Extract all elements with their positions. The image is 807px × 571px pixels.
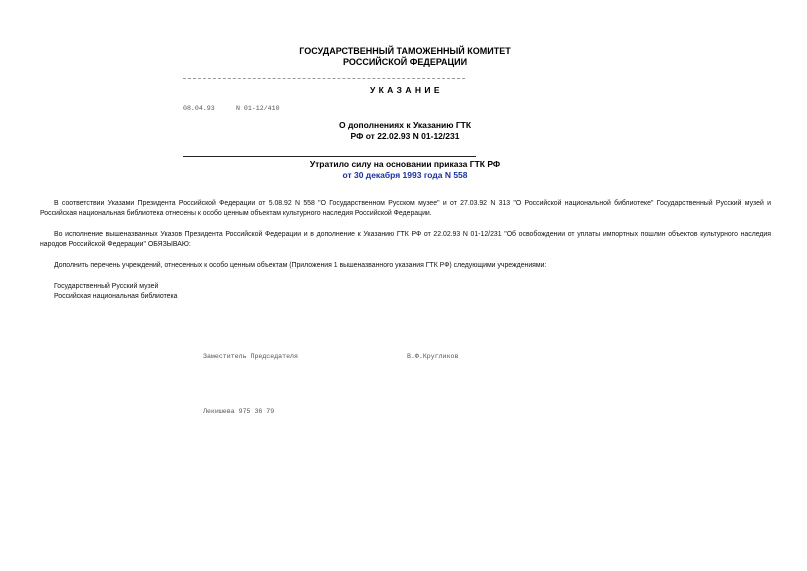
subject-line2: РФ от 22.02.93 N 01-12/231	[350, 130, 460, 141]
subject-line1: О дополнениях к Указанию ГТК	[338, 120, 472, 130]
signatory-name: В.Ф.Кругликов	[407, 353, 459, 360]
institution-item: Российская национальная библиотека	[54, 293, 178, 300]
status-line1: Утратило силу на основании приказа ГТК РФ	[309, 159, 501, 169]
paragraph-1: В соответствии Указами Президента Российской Федерации от 5.08.92 N 558 "О Государственном Русском музее" и от 27.03.92 N 313 "О Российской национальной библиотеке" Государственный Русский музей и Российская национальная библиотека отнесены к особо ценным объектам культурного наследия Российской Федерации.	[40, 200, 771, 217]
agency-name-line1: ГОСУДАРСТВЕННЫЙ ТАМОЖЕННЫЙ КОМИТЕТ	[299, 46, 511, 56]
repeal-order-link[interactable]: от 30 декабря 1993 года N 558	[342, 169, 468, 180]
document-type-title: У К А З А Н И Е	[369, 85, 441, 95]
document-status	[280, 159, 530, 180]
signatory-position: Заместитель Председателя	[203, 353, 298, 360]
status-divider	[183, 156, 476, 157]
header-divider	[183, 78, 465, 79]
document-subject	[280, 120, 530, 141]
paragraph-2: Во исполнение вышеназванных Указов Президента Российской Федерации и в дополнение к Указанию ГТК РФ от 22.02.93 N 01-12/231 "Об освобождении от уплаты импортных пошлин объектов культурного наследия народов Российской Федерации" ОБЯЗЫВАЮ:	[40, 231, 771, 248]
document-number: N 01-12/410	[236, 105, 280, 112]
agency-name-line2: РОССИЙСКОЙ ФЕДЕРАЦИИ	[342, 57, 468, 67]
paragraph-3: Дополнить перечень учреждений, отнесенных к особо ценным объектам (Приложения 1 вышеназванного указания ГТК РФ) следующими учреждениями:	[54, 262, 547, 269]
institution-item: Государственный Русский музей	[54, 283, 159, 290]
document-date: 08.04.93	[183, 105, 215, 112]
executor-contact: Лекишева 975 36 79	[203, 408, 275, 415]
